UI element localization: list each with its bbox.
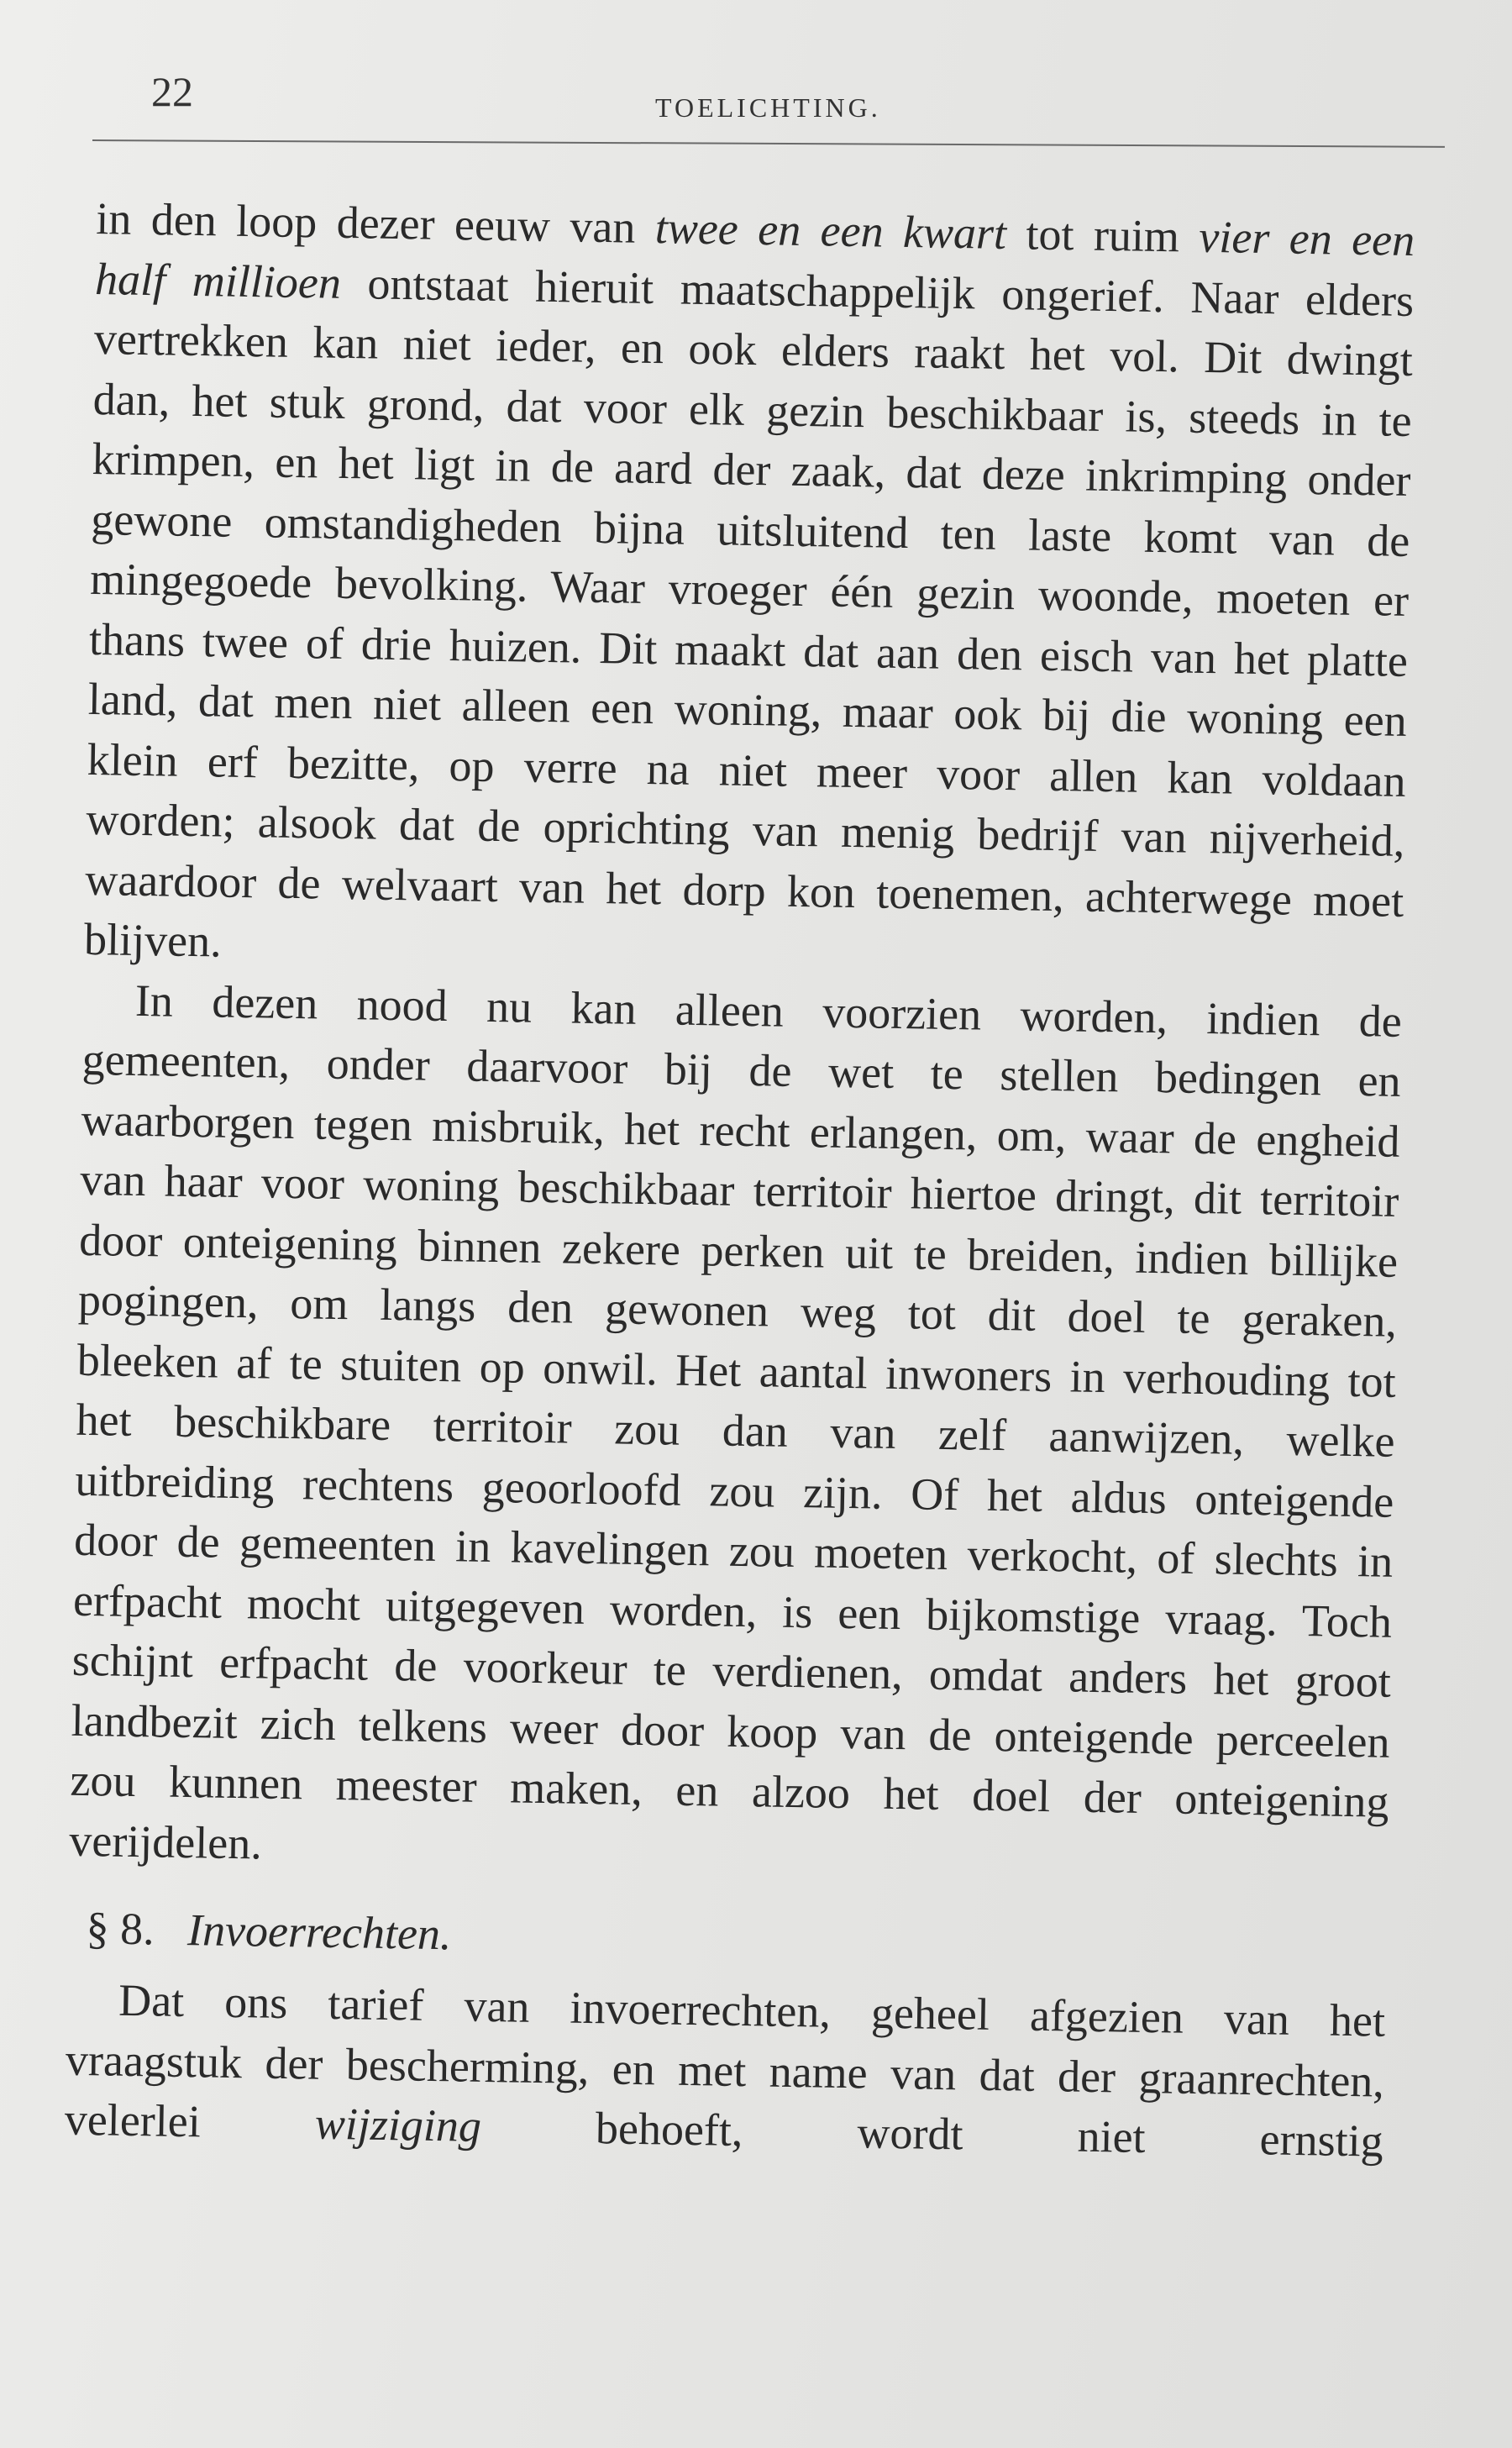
paragraph-text: tot ruim — [1005, 208, 1200, 262]
paragraph-continued — [84, 189, 1415, 991]
header-rule — [92, 139, 1445, 148]
page-header — [151, 67, 1428, 134]
paragraph-text: in den loop dezer eeuw van — [95, 192, 656, 254]
running-head: TOELICHTING. — [655, 92, 881, 123]
paragraph-text: ontstaat hieruit maatschappelijk ongerief. Naar elders vertrekken kan niet ieder, en ook elders raakt het vol. Dit dwingt dan, het stuk grond, dat voor elk gezin beschikbaar is, steeds in te krimpen, en het ligt in de aard der zaak, dat deze inkrimping onder gewone omstandigheden bijna uitsluitend ten laste komt van de mingegoede bevolking. Waar vroeger één gezin woonde, moeten er thans twee of drie huizen. Dit maakt dat aan den eisch van het platte land, dat men niet alleen een woning, maar ook bij die woning een klein erf bezitte, op verre na niet meer voor allen kan voldaan worden; alsook dat de oprichting van menig bedrijf van nijverheid, waardoor de welvaart van het dorp kon toenemen, achterwege moet blijven. — [83, 257, 1415, 967]
paragraph-text: Dat ons tarief van invoerrechten, geheel afgezien van het vraagstuk der bescherming, en met name van dat der graanrechten, velerlei — [64, 1974, 1386, 2149]
section-heading — [86, 1898, 1387, 1980]
emphasis-text: vier en een half millioen — [94, 211, 1415, 308]
page-number: 22 — [151, 68, 193, 115]
paragraph-text: behoeft, wordt niet ernstig — [480, 2100, 1384, 2167]
section-title: Invoerrechten. — [186, 1904, 452, 1960]
section-number: § 8. — [86, 1903, 155, 1955]
page-body — [64, 189, 1415, 2172]
emphasis-text: twee en een kwart — [654, 202, 1007, 259]
emphasis-text: wijziging — [314, 2098, 482, 2151]
paragraph — [64, 1970, 1385, 2172]
paragraph: In dezen nood nu kan alleen voorzien worden, indien de gemeenten, onder daarvoor bij de wet te stellen bedingen en waarborgen tegen misbruik, het recht erlangen, om, waar de engheid van haar voor woning beschikbaar territoir hiertoe dringt, dit territoir door onteigening binnen zekere perken uit te breiden, indien billijke pogingen, om langs den gewonen weg tot dit doel te geraken, bleeken af te stuiten op onwil. Het aantal inwoners in verhouding tot het beschikbare territoir zou dan van zelf aanwijzen, welke uitbreiding rechtens geoorloofd zou zijn. Of het aldus onteigende door de gemeenten in kavelingen zou moeten verkocht, of slechts in erfpacht mocht uitgegeven worden, is een bijkomstige vraag. Toch schijnt erfpacht de voorkeur te verdienen, omdat anders het groot landbezit zich telkens weer door koop van de onteigende perceelen zou kunnen meester maken, en alzoo het doel der onteigening verijdelen. — [68, 974, 1403, 1869]
